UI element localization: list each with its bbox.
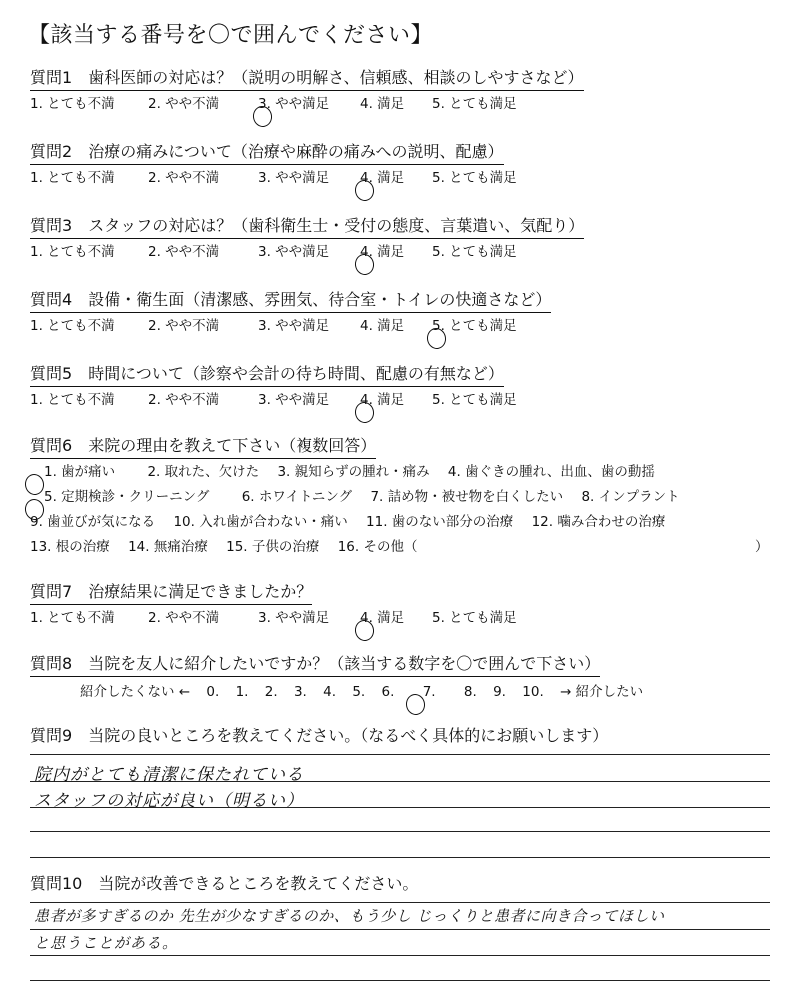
reason-option[interactable]: 2. 取れた、欠けた	[147, 464, 260, 480]
reason-option[interactable]: 13. 根の治療	[30, 539, 110, 555]
scale-value[interactable]: 8.	[463, 684, 477, 700]
reason-option[interactable]: 6. ホワイトニング	[241, 489, 353, 505]
question-text: 治療の痛みについて（治療や麻酔の痛みへの説明、配慮）	[88, 142, 504, 161]
question-2-heading	[30, 142, 504, 165]
option-4[interactable]: 4. 満足	[360, 96, 405, 112]
handwritten-answer-line-1: 院内がとても清潔に保たれている	[34, 765, 304, 785]
rating-scale	[30, 168, 517, 190]
question-number: 質問6	[30, 436, 73, 455]
question-4-heading	[30, 290, 551, 313]
option-3[interactable]: 3. やや満足	[258, 318, 330, 334]
question-10	[30, 874, 418, 896]
scale-value[interactable]: 6.	[381, 684, 395, 700]
reason-option-selected[interactable]: 1. 歯が痛い	[44, 464, 116, 480]
other-close-paren: ）	[755, 539, 769, 555]
answer-line	[30, 955, 770, 956]
reason-row-3	[30, 512, 679, 532]
reason-option[interactable]: 4. 歯ぐきの腫れ、出血、歯の動揺	[447, 464, 655, 480]
scale-left-label: 紹介したくない ←	[80, 684, 191, 700]
option-2[interactable]: 2. やや不満	[148, 610, 220, 626]
option-5[interactable]: 5. とても満足	[432, 96, 517, 112]
scale-value-selected[interactable]: 7.	[422, 684, 436, 700]
option-2[interactable]: 2. やや不満	[148, 392, 220, 408]
page-title: 【該当する番号を〇で囲んでください】	[28, 23, 434, 48]
question-6	[30, 436, 376, 459]
reason-option[interactable]: 12. 噛み合わせの治療	[531, 514, 666, 530]
reason-option[interactable]: 11. 歯のない部分の治療	[366, 514, 514, 530]
question-text: スタッフの対応は？（歯科衛生士・受付の態度、言葉遣い、気配り）	[88, 216, 585, 235]
question-5	[30, 364, 517, 412]
question-10-heading	[30, 874, 418, 896]
answer-line	[30, 831, 770, 832]
option-2[interactable]: 2. やや不満	[148, 318, 220, 334]
question-7-heading	[30, 582, 312, 605]
question-3	[30, 216, 584, 264]
option-5[interactable]: 5. とても満足	[432, 170, 517, 186]
option-5-selected[interactable]: 5. とても満足	[432, 318, 517, 334]
option-1[interactable]: 1. とても不満	[30, 96, 115, 112]
answer-line	[30, 929, 770, 930]
option-1[interactable]: 1. とても不満	[30, 610, 115, 626]
reason-option[interactable]: 9. 歯並びが気になる	[30, 514, 156, 530]
scale-value[interactable]: 5.	[352, 684, 366, 700]
option-4-selected[interactable]: 4. 満足	[360, 392, 405, 408]
option-3[interactable]: 3. やや満足	[258, 170, 330, 186]
scale-value[interactable]: 4.	[323, 684, 337, 700]
question-6-heading	[30, 436, 376, 459]
question-text: 当院を友人に紹介したいですか？（該当する数字を〇で囲んで下さい）	[88, 654, 601, 673]
scale-value[interactable]: 2.	[264, 684, 278, 700]
reason-option[interactable]: 15. 子供の治療	[226, 539, 320, 555]
question-number: 質問9	[30, 726, 73, 745]
question-7	[30, 582, 517, 630]
question-8	[30, 654, 600, 677]
option-1[interactable]: 1. とても不満	[30, 244, 115, 260]
scale-value[interactable]: 1.	[235, 684, 249, 700]
option-1[interactable]: 1. とても不満	[30, 318, 115, 334]
question-5-heading	[30, 364, 504, 387]
question-text: 治療結果に満足できましたか？	[88, 582, 313, 601]
option-2[interactable]: 2. やや不満	[148, 170, 220, 186]
reason-option-selected[interactable]: 5. 定期検診・クリーニング	[44, 489, 210, 505]
question-1-heading	[30, 68, 584, 91]
reason-option[interactable]: 7. 詰め物・被せ物を白くしたい	[370, 489, 564, 505]
question-3-heading	[30, 216, 584, 239]
question-text: 当院が改善できるところを教えてください。	[98, 874, 419, 893]
answer-line	[30, 807, 770, 808]
scale-value[interactable]: 3.	[293, 684, 307, 700]
handwritten-answer-line-1: 患者が多すぎるのか 先生が少なすぎるのか、もう少し じっくりと患者に向き合ってほしい	[34, 907, 665, 925]
question-number: 質問10	[30, 874, 83, 893]
question-text: 時間について（診察や会計の待ち時間、配慮の有無など）	[88, 364, 504, 383]
scale-value[interactable]: 0.	[206, 684, 220, 700]
question-9	[30, 726, 608, 748]
option-5[interactable]: 5. とても満足	[432, 610, 517, 626]
option-4[interactable]: 4. 満足	[360, 318, 405, 334]
option-2[interactable]: 2. やや不満	[148, 96, 220, 112]
question-number: 質問4	[30, 290, 73, 309]
option-2[interactable]: 2. やや不満	[148, 244, 220, 260]
option-1[interactable]: 1. とても不満	[30, 170, 115, 186]
reason-option[interactable]: 3. 親知らずの腫れ・痛み	[277, 464, 430, 480]
question-4	[30, 290, 551, 338]
handwritten-answer-line-2: スタッフの対応が良い（明るい）	[34, 791, 304, 811]
question-number: 質問8	[30, 654, 73, 673]
reason-option[interactable]: 8. インプラント	[581, 489, 680, 505]
reason-option[interactable]: 16. その他（	[337, 539, 418, 555]
option-3[interactable]: 3. やや満足	[258, 392, 330, 408]
reason-row-2	[30, 487, 694, 507]
answer-line	[30, 857, 770, 858]
question-text: 設備・衛生面（清潔感、雰囲気、待合室・トイレの快適さなど）	[88, 290, 552, 309]
question-text: 歯科医師の対応は？（説明の明解さ、信頼感、相談のしやすさなど）	[88, 68, 584, 87]
reason-row-1	[30, 462, 669, 482]
rating-scale	[30, 608, 517, 630]
rating-scale	[30, 390, 517, 412]
reason-option[interactable]: 14. 無痛治療	[128, 539, 208, 555]
reason-row-4	[30, 537, 431, 557]
answer-line	[30, 781, 770, 782]
rating-scale	[30, 94, 584, 116]
scale-value[interactable]: 10.	[522, 684, 544, 700]
option-5[interactable]: 5. とても満足	[432, 244, 517, 260]
handwritten-answer-line-2: と思うことがある。	[34, 934, 179, 952]
answer-line	[30, 902, 770, 903]
option-3[interactable]: 3. やや満足	[258, 244, 330, 260]
option-4-selected[interactable]: 4. 満足	[360, 170, 405, 186]
question-text: 来院の理由を教えて下さい（複数回答）	[88, 436, 377, 455]
rating-scale	[30, 242, 584, 264]
question-text: 当院の良いところを教えてください。（なるべく具体的にお願いします）	[88, 726, 609, 745]
question-number: 質問3	[30, 216, 73, 235]
scale-value[interactable]: 9.	[493, 684, 506, 700]
question-number: 質問2	[30, 142, 73, 161]
option-3-selected[interactable]: 3. やや満足	[258, 96, 330, 112]
question-number: 質問1	[30, 68, 73, 87]
option-3[interactable]: 3. やや満足	[258, 610, 330, 626]
recommend-scale	[80, 682, 655, 702]
answer-line	[30, 980, 770, 981]
option-5[interactable]: 5. とても満足	[432, 392, 517, 408]
question-1	[30, 68, 584, 116]
question-9-heading	[30, 726, 608, 748]
answer-line	[30, 754, 770, 755]
option-1[interactable]: 1. とても不満	[30, 392, 115, 408]
option-4-selected[interactable]: 4. 満足	[360, 244, 405, 260]
reason-option[interactable]: 10. 入れ歯が合わない・痛い	[173, 514, 348, 530]
question-8-heading	[30, 654, 600, 677]
question-number: 質問5	[30, 364, 73, 383]
option-4-selected[interactable]: 4. 満足	[360, 610, 405, 626]
question-2	[30, 142, 517, 190]
question-number: 質問7	[30, 582, 73, 601]
rating-scale	[30, 316, 551, 338]
scale-right-label: → 紹介したい	[560, 684, 644, 700]
